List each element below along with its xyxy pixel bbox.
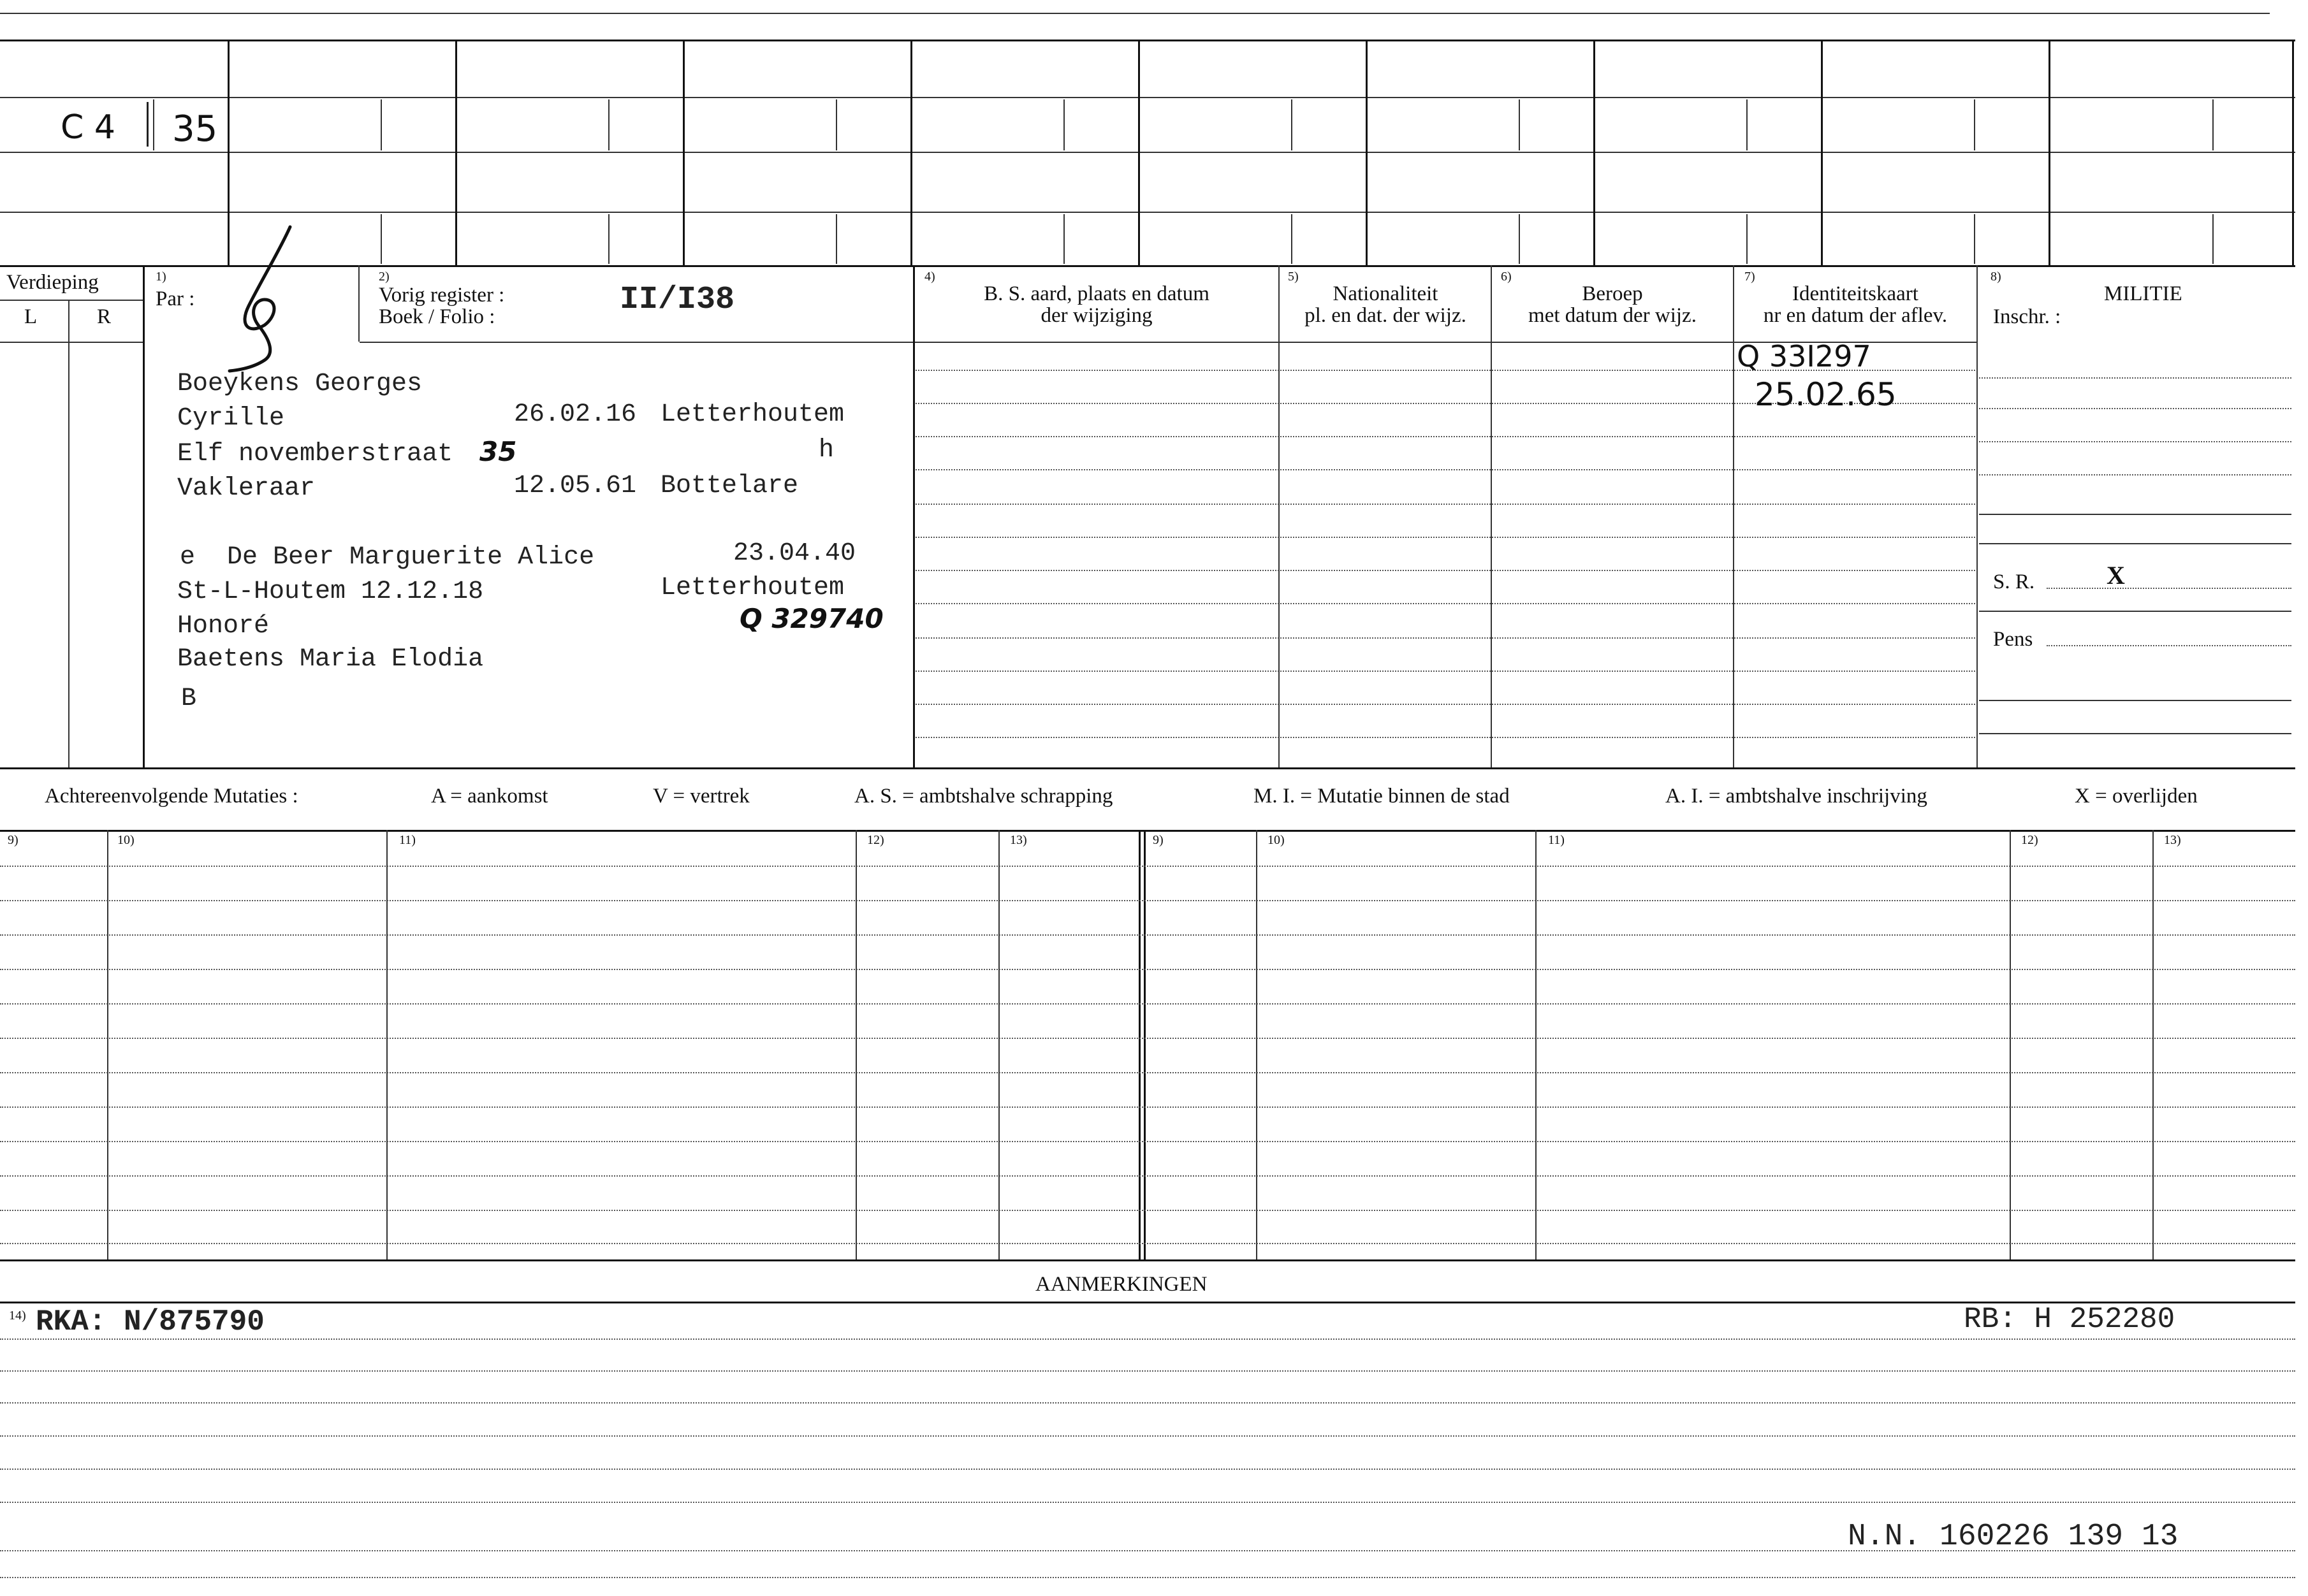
remarks-number: 14) bbox=[9, 1309, 26, 1323]
id-header-line2: nr en datum der aflev. bbox=[1763, 304, 1948, 327]
person-occupation: Vakleraar bbox=[177, 474, 316, 503]
mut-col-13-left: 13) bbox=[1010, 833, 1027, 847]
id-header-line1: Identiteitskaart bbox=[1792, 282, 1918, 305]
mut-col-9-left: 9) bbox=[8, 833, 18, 847]
legend-item-mi: M. I. = Mutatie binnen de stad bbox=[1253, 785, 1510, 808]
index-number: 35 bbox=[172, 108, 218, 150]
vorig-number: 2) bbox=[379, 270, 390, 284]
legend-item-as: A. S. = ambtshalve schrapping bbox=[854, 785, 1113, 808]
vorig-register-value: II/I38 bbox=[620, 282, 735, 318]
remarks-nn: N.N. 160226 139 13 bbox=[1848, 1520, 2179, 1554]
floor-right-label: R bbox=[97, 305, 112, 328]
index-block: C 4 bbox=[61, 108, 115, 147]
nat-number: 5) bbox=[1288, 270, 1299, 284]
mut-col-10-left: 10) bbox=[117, 833, 135, 847]
mut-col-11-right: 11) bbox=[1548, 833, 1565, 847]
mut-col-13-right: 13) bbox=[2164, 833, 2181, 847]
boek-folio-label: Boek / Folio : bbox=[379, 305, 495, 328]
mut-col-9-right: 9) bbox=[1153, 833, 1164, 847]
bs-header-line2: der wijziging bbox=[1041, 304, 1153, 327]
sr-value: X bbox=[2107, 561, 2125, 590]
beroep-header-line1: Beroep bbox=[1582, 282, 1643, 305]
par-label: Par : bbox=[156, 287, 195, 310]
spouse-birthplace: Letterhoutem bbox=[661, 574, 845, 602]
nat-header-line2: pl. en dat. der wijz. bbox=[1304, 304, 1466, 327]
spouse-prefix: e bbox=[180, 543, 196, 572]
remarks-rb: RB: H 252280 bbox=[1964, 1303, 2175, 1336]
person-birthdate: 26.02.16 bbox=[514, 400, 637, 429]
legend-item-a: A = aankomst bbox=[431, 785, 548, 808]
spouse-date: 23.04.40 bbox=[733, 539, 856, 568]
beroep-header-line2: met datum der wijz. bbox=[1528, 304, 1697, 327]
person-firstname: Cyrille bbox=[177, 404, 285, 433]
mut-col-12-right: 12) bbox=[2021, 833, 2038, 847]
spouse-card-number: Q 329740 bbox=[740, 603, 884, 634]
beroep-number: 6) bbox=[1501, 270, 1512, 284]
person-mother: Baetens Maria Elodia bbox=[177, 645, 484, 674]
par-number: 1) bbox=[156, 270, 166, 284]
pens-label: Pens bbox=[1993, 628, 2033, 651]
mut-col-12-left: 12) bbox=[867, 833, 884, 847]
bs-header-line1: B. S. aard, plaats en datum bbox=[984, 282, 1209, 305]
bs-number: 4) bbox=[924, 270, 935, 284]
spouse-birth: St-L-Houtem 12.12.18 bbox=[177, 577, 484, 606]
person-father: Honoré bbox=[177, 612, 270, 641]
remarks-rka: RKA: N/875790 bbox=[36, 1305, 265, 1338]
idcard-date: 25.02.65 bbox=[1755, 376, 1897, 413]
vorig-register-label: Vorig register : bbox=[379, 284, 505, 307]
person-house-number: 35 bbox=[479, 436, 517, 467]
legend-item-x: X = overlijden bbox=[2075, 785, 2198, 808]
floor-left-label: L bbox=[24, 305, 38, 328]
person-street-mark: h bbox=[819, 436, 835, 465]
person-birthplace: Letterhoutem bbox=[661, 400, 845, 429]
legend-item-v: V = vertrek bbox=[653, 785, 750, 808]
legend-title: Achtereenvolgende Mutaties : bbox=[45, 785, 298, 808]
par-signature-mark bbox=[210, 223, 312, 376]
person-letter: B bbox=[181, 685, 197, 713]
mut-col-10-right: 10) bbox=[1267, 833, 1285, 847]
legend-item-ai: A. I. = ambtshalve inschrijving bbox=[1665, 785, 1927, 808]
nat-header-line1: Nationaliteit bbox=[1333, 282, 1438, 305]
idcard-number: Q 33I297 bbox=[1737, 339, 1871, 374]
sr-label: S. R. bbox=[1993, 570, 2035, 593]
remarks-title: AANMERKINGEN bbox=[1035, 1273, 1208, 1296]
person-name: Boeykens Georges bbox=[177, 370, 423, 398]
inschr-label: Inschr. : bbox=[1993, 305, 2061, 328]
mut-col-11-left: 11) bbox=[399, 833, 416, 847]
militie-number: 8) bbox=[1990, 270, 2001, 284]
militie-title: MILITIE bbox=[2104, 282, 2182, 305]
person-arrival-date: 12.05.61 bbox=[514, 472, 637, 500]
id-number: 7) bbox=[1744, 270, 1755, 284]
person-street: Elf novemberstraat bbox=[177, 440, 453, 468]
spouse-name: De Beer Marguerite Alice bbox=[227, 543, 595, 572]
verdieping-label: Verdieping bbox=[6, 271, 99, 294]
person-arrival-place: Bottelare bbox=[661, 472, 799, 500]
